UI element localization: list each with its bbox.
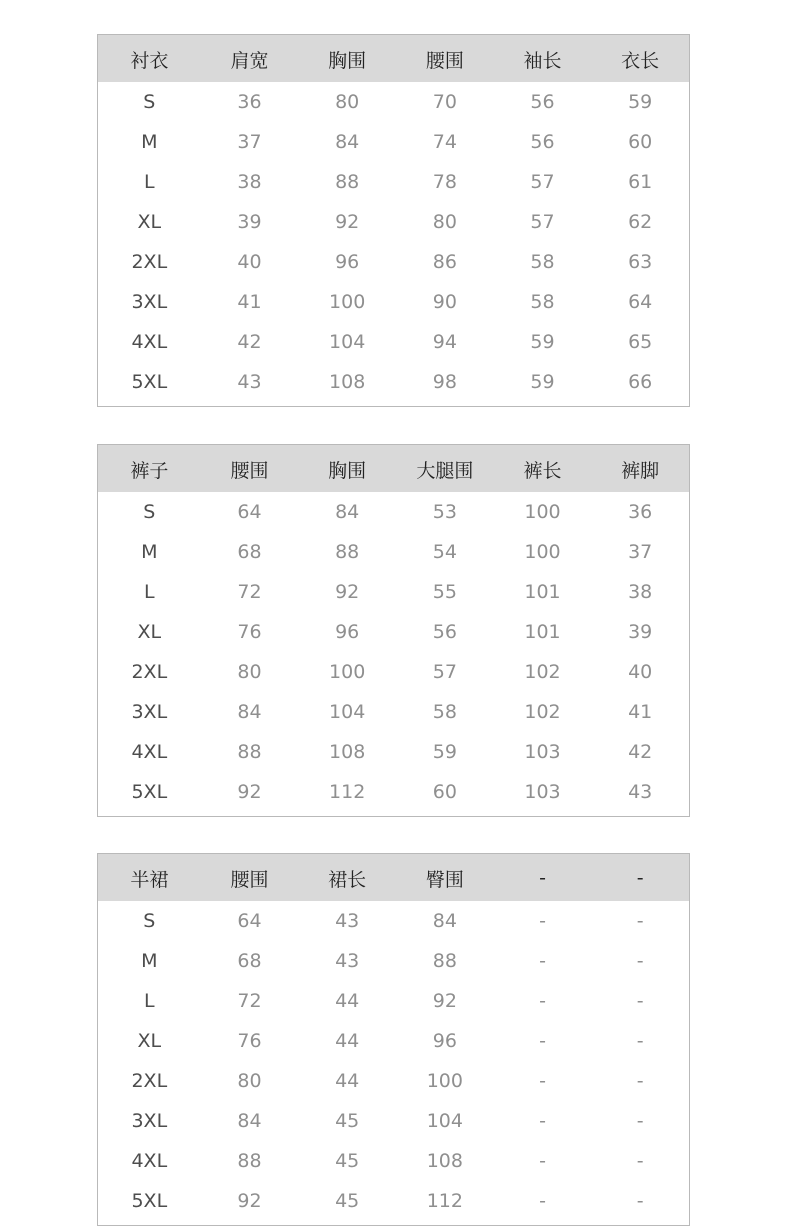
measurement-value: 80 [432, 211, 457, 233]
table-body [98, 492, 689, 812]
size-label: M [141, 131, 158, 153]
measurement-value: 100 [524, 501, 561, 523]
measurement-value: 103 [524, 781, 561, 803]
measurement-value: 84 [335, 131, 360, 153]
measurement-value: 57 [530, 211, 555, 233]
measurement-value: 39 [237, 211, 262, 233]
table-column-header: 裤长 [523, 459, 562, 482]
measurement-value: 88 [432, 950, 457, 972]
measurement-value: 74 [432, 131, 457, 153]
table-row [98, 362, 689, 402]
table-row [98, 162, 689, 202]
measurement-value: 104 [426, 1110, 463, 1132]
measurement-value: 58 [432, 701, 457, 723]
measurement-value: 56 [432, 621, 457, 643]
measurement-value: 59 [628, 91, 653, 113]
measurement-value: 57 [432, 661, 457, 683]
size-label: XL [137, 1030, 162, 1052]
table-column-header: - [636, 867, 644, 889]
measurement-value: 41 [628, 701, 653, 723]
table-column-header: 腰围 [230, 459, 269, 482]
measurement-value: 68 [237, 950, 262, 972]
measurement-value: 112 [426, 1190, 463, 1212]
table-row [98, 612, 689, 652]
measurement-value: 40 [237, 251, 262, 273]
measurement-value: 36 [628, 501, 653, 523]
table-column-header: 腰围 [425, 49, 464, 72]
measurement-value: 96 [432, 1030, 457, 1052]
measurement-value: 44 [335, 990, 360, 1012]
measurement-value: 58 [530, 291, 555, 313]
measurement-value: 84 [335, 501, 360, 523]
table-column-header: 肩宽 [230, 49, 269, 72]
measurement-value: 92 [335, 211, 360, 233]
measurement-value: 112 [329, 781, 366, 803]
table-row [98, 122, 689, 162]
table-column-header: 臀围 [425, 868, 464, 891]
size-label: S [143, 91, 156, 113]
table-row [98, 1181, 689, 1221]
measurement-value: 86 [432, 251, 457, 273]
measurement-value: 92 [237, 1190, 262, 1212]
measurement-value: 92 [237, 781, 262, 803]
measurement-value: 43 [335, 910, 360, 932]
table-row [98, 532, 689, 572]
measurement-value: - [539, 910, 546, 932]
measurement-value: 62 [628, 211, 653, 233]
table-row [98, 652, 689, 692]
measurement-value: 44 [335, 1070, 360, 1092]
size-label: S [143, 910, 156, 932]
size-label: 3XL [131, 701, 168, 723]
measurement-value: 104 [329, 331, 366, 353]
measurement-value: 59 [530, 371, 555, 393]
table-row [98, 282, 689, 322]
measurement-value: 42 [628, 741, 653, 763]
measurement-value: 108 [426, 1150, 463, 1172]
measurement-value: - [636, 950, 644, 972]
table-row [98, 1061, 689, 1101]
table-column-header: 胸围 [328, 459, 367, 482]
measurement-value: 68 [237, 541, 262, 563]
measurement-value: 45 [335, 1110, 360, 1132]
measurement-value: - [636, 1150, 644, 1172]
measurement-value: 80 [335, 91, 360, 113]
table-body [98, 901, 689, 1221]
measurement-value: 103 [524, 741, 561, 763]
table-header-row [98, 445, 689, 492]
measurement-value: 88 [237, 1150, 262, 1172]
measurement-value: - [636, 910, 644, 932]
table-row [98, 901, 689, 941]
measurement-value: 76 [237, 621, 262, 643]
measurement-value: 100 [426, 1070, 463, 1092]
measurement-value: 80 [237, 1070, 262, 1092]
table-row [98, 1101, 689, 1141]
size-label: 3XL [131, 291, 168, 313]
measurement-value: 98 [432, 371, 457, 393]
size-label: 5XL [131, 371, 168, 393]
measurement-value: 84 [432, 910, 457, 932]
size-label: 5XL [131, 781, 168, 803]
measurement-value: 37 [237, 131, 262, 153]
measurement-value: 100 [524, 541, 561, 563]
measurement-value: 54 [432, 541, 457, 563]
shirt-size-table [97, 34, 690, 407]
measurement-value: 90 [432, 291, 457, 313]
table-category-header: 裤子 [130, 459, 169, 482]
measurement-value: 104 [329, 701, 366, 723]
table-row [98, 772, 689, 812]
measurement-value: 43 [335, 950, 360, 972]
measurement-value: 92 [335, 581, 360, 603]
measurement-value: 37 [628, 541, 653, 563]
measurement-value: 59 [432, 741, 457, 763]
measurement-value: 88 [237, 741, 262, 763]
measurement-value: 66 [628, 371, 653, 393]
table-column-header: 衣长 [621, 49, 660, 72]
measurement-value: 88 [335, 171, 360, 193]
table-category-header: 半裙 [130, 868, 169, 891]
measurement-value: - [539, 990, 546, 1012]
size-label: 4XL [131, 741, 168, 763]
measurement-value: 72 [237, 990, 262, 1012]
measurement-value: 101 [524, 621, 561, 643]
measurement-value: 43 [628, 781, 653, 803]
table-column-header: 袖长 [523, 49, 562, 72]
measurement-value: - [636, 1030, 644, 1052]
skirt-size-table [97, 853, 690, 1226]
measurement-value: - [636, 1190, 644, 1212]
measurement-value: 56 [530, 91, 555, 113]
table-column-header: 大腿围 [416, 459, 474, 482]
measurement-value: 44 [335, 1030, 360, 1052]
table-column-header: 胸围 [328, 49, 367, 72]
measurement-value: 61 [628, 171, 653, 193]
measurement-value: 36 [237, 91, 262, 113]
measurement-value: 56 [530, 131, 555, 153]
size-label: XL [137, 211, 162, 233]
table-row [98, 1021, 689, 1061]
measurement-value: 40 [628, 661, 653, 683]
measurement-value: 45 [335, 1150, 360, 1172]
measurement-value: - [539, 950, 546, 972]
measurement-value: 63 [628, 251, 653, 273]
table-row [98, 322, 689, 362]
size-label: S [143, 501, 156, 523]
table-column-header: 腰围 [230, 868, 269, 891]
measurement-value: 100 [329, 291, 366, 313]
table-row [98, 242, 689, 282]
table-column-header: 裙长 [328, 868, 367, 891]
measurement-value: 84 [237, 1110, 262, 1132]
measurement-value: 64 [628, 291, 653, 313]
measurement-value: 94 [432, 331, 457, 353]
size-label: L [144, 990, 155, 1012]
measurement-value: 38 [628, 581, 653, 603]
measurement-value: 84 [237, 701, 262, 723]
measurement-value: 45 [335, 1190, 360, 1212]
measurement-value: 59 [530, 331, 555, 353]
size-label: 2XL [131, 251, 168, 273]
measurement-value: 60 [628, 131, 653, 153]
measurement-value: 96 [335, 251, 360, 273]
measurement-value: 100 [329, 661, 366, 683]
measurement-value: - [539, 1150, 546, 1172]
measurement-value: 92 [432, 990, 457, 1012]
measurement-value: - [539, 1190, 546, 1212]
size-label: 2XL [131, 661, 168, 683]
measurement-value: 60 [432, 781, 457, 803]
measurement-value: 96 [335, 621, 360, 643]
measurement-value: 72 [237, 581, 262, 603]
measurement-value: 108 [329, 741, 366, 763]
table-category-header: 衬衣 [130, 49, 169, 72]
table-row [98, 692, 689, 732]
measurement-value: 42 [237, 331, 262, 353]
measurement-value: 64 [237, 501, 262, 523]
size-label: 4XL [131, 1150, 168, 1172]
size-label: XL [137, 621, 162, 643]
measurement-value: 70 [432, 91, 457, 113]
measurement-value: - [539, 1110, 546, 1132]
table-row [98, 202, 689, 242]
size-label: M [141, 950, 158, 972]
measurement-value: 41 [237, 291, 262, 313]
size-label: 3XL [131, 1110, 168, 1132]
size-label: M [141, 541, 158, 563]
size-label: 5XL [131, 1190, 168, 1212]
measurement-value: - [539, 1030, 546, 1052]
size-label: L [144, 581, 155, 603]
measurement-value: - [636, 1110, 644, 1132]
table-row [98, 981, 689, 1021]
table-row [98, 492, 689, 532]
size-label: 4XL [131, 331, 168, 353]
measurement-value: - [539, 1070, 546, 1092]
table-header-row [98, 854, 689, 901]
measurement-value: - [636, 990, 644, 1012]
table-header-row [98, 35, 689, 82]
measurement-value: 65 [628, 331, 653, 353]
table-row [98, 572, 689, 612]
measurement-value: 38 [237, 171, 262, 193]
measurement-value: 58 [530, 251, 555, 273]
table-row [98, 82, 689, 122]
measurement-value: - [636, 1070, 644, 1092]
measurement-value: 102 [524, 701, 561, 723]
measurement-value: 78 [432, 171, 457, 193]
table-body [98, 82, 689, 402]
table-column-header: 裤脚 [621, 459, 660, 482]
table-column-header: - [539, 867, 546, 889]
measurement-value: 101 [524, 581, 561, 603]
size-label: L [144, 171, 155, 193]
measurement-value: 55 [432, 581, 457, 603]
table-row [98, 732, 689, 772]
measurement-value: 102 [524, 661, 561, 683]
measurement-value: 80 [237, 661, 262, 683]
measurement-value: 57 [530, 171, 555, 193]
measurement-value: 108 [329, 371, 366, 393]
measurement-value: 39 [628, 621, 653, 643]
pants-size-table [97, 444, 690, 817]
measurement-value: 76 [237, 1030, 262, 1052]
measurement-value: 88 [335, 541, 360, 563]
measurement-value: 64 [237, 910, 262, 932]
size-label: 2XL [131, 1070, 168, 1092]
table-row [98, 941, 689, 981]
measurement-value: 43 [237, 371, 262, 393]
table-row [98, 1141, 689, 1181]
measurement-value: 53 [432, 501, 457, 523]
